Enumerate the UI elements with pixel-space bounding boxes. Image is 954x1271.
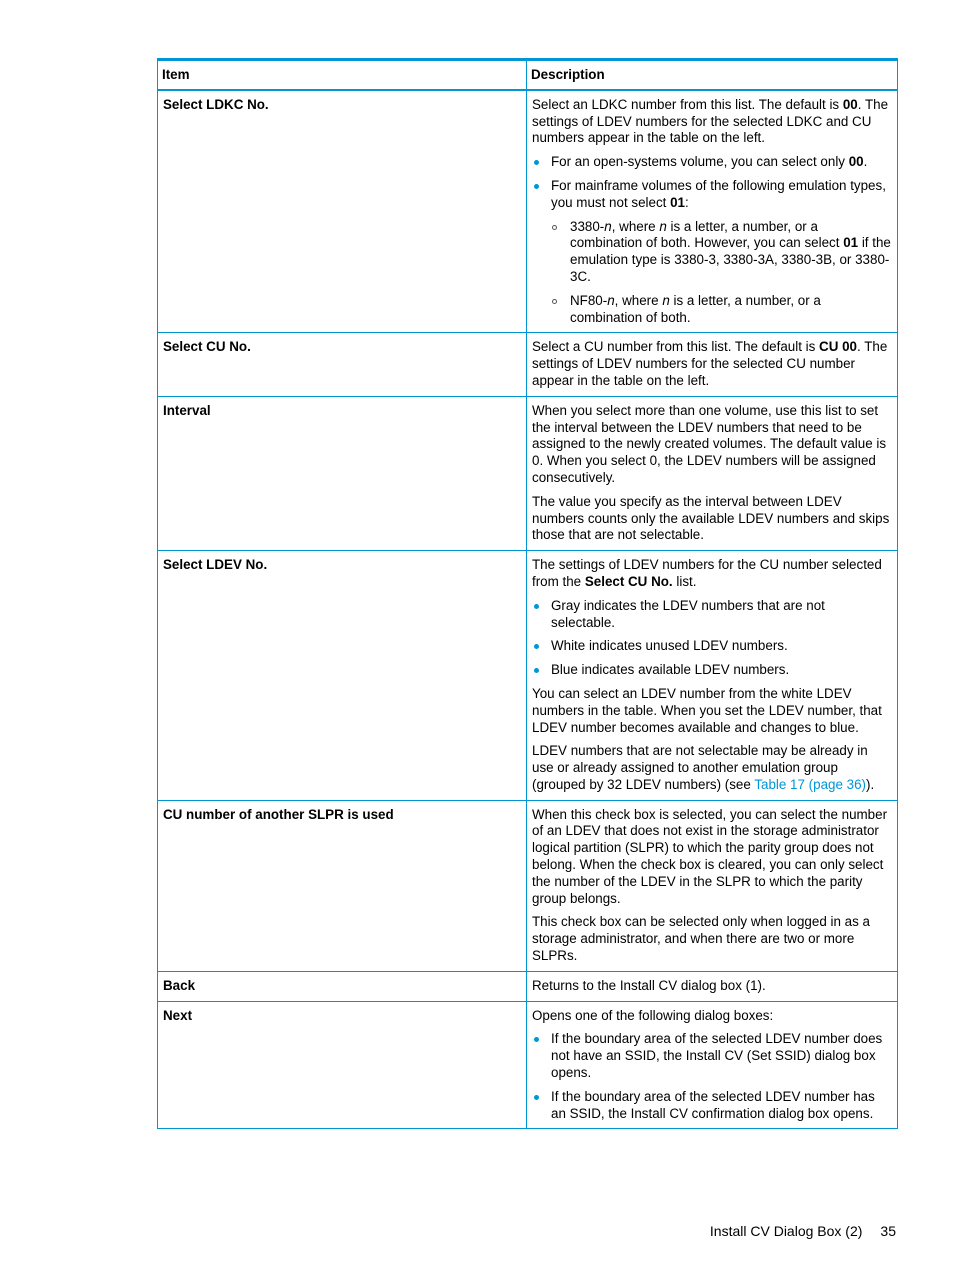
table-row bbox=[158, 800, 898, 971]
description-cell bbox=[527, 800, 898, 971]
paragraph: The value you specify as the interval between LDEV numbers counts only the available LDEV numbers and skips those that are not selectable. bbox=[532, 493, 890, 543]
item-cell: CU number of another SLPR is used bbox=[158, 800, 527, 971]
text: . The settings of LDEV numbers for the selected LDKC and CU numbers appear in the table on the left. bbox=[532, 96, 889, 146]
paragraph: This check box can be selected only when logged in as a storage administrator, and when there are two or more SLPRs. bbox=[532, 914, 870, 964]
text: For an open-systems volume, you can select only bbox=[551, 154, 849, 170]
description-cell bbox=[527, 551, 898, 801]
bold-text: 00 bbox=[842, 96, 858, 112]
italic-text: n bbox=[662, 292, 670, 308]
header-item: Item bbox=[158, 60, 527, 90]
sub-list-item bbox=[551, 219, 892, 286]
text: is a letter, a number, or a combination of both. However, you can select bbox=[570, 218, 844, 251]
table-row bbox=[158, 396, 898, 550]
description-cell bbox=[527, 1001, 898, 1129]
italic-text: n bbox=[659, 218, 667, 234]
list-item bbox=[532, 178, 892, 326]
italic-text: n bbox=[604, 218, 612, 234]
text: ). bbox=[865, 776, 875, 792]
list-item: If the boundary area of the selected LDEV number does not have an SSID, the Install CV (Set SSID) dialog box opens. bbox=[532, 1031, 892, 1081]
text: is a letter, a number, or a combination of both. bbox=[570, 292, 821, 325]
table-row bbox=[158, 333, 898, 396]
header-description: Description bbox=[527, 60, 898, 90]
text: list. bbox=[672, 573, 697, 589]
text: For mainframe volumes of the following emulation types, you must not select bbox=[551, 177, 886, 210]
description-cell bbox=[527, 90, 898, 333]
bold-text: CU 00 bbox=[819, 339, 857, 355]
table-row bbox=[158, 971, 898, 1001]
bullet-list bbox=[532, 598, 892, 679]
text: if the emulation type is 3380-3, 3380-3A, 3380-3B, or 3380-3C. bbox=[570, 235, 891, 284]
list-item bbox=[532, 154, 892, 171]
list-item: White indicates unused LDEV numbers. bbox=[532, 638, 892, 655]
bold-text: 01 bbox=[843, 235, 859, 251]
text: . bbox=[863, 154, 868, 170]
page-number: 35 bbox=[880, 1223, 896, 1239]
text: : bbox=[685, 194, 689, 210]
text: The settings of LDEV numbers for the CU number selected from the bbox=[532, 557, 882, 589]
description-cell bbox=[527, 971, 898, 1001]
bold-text: 00 bbox=[848, 154, 864, 170]
sub-list bbox=[551, 219, 892, 327]
description-table bbox=[157, 58, 898, 1129]
footer-section-title: Install CV Dialog Box (2) bbox=[709, 1223, 863, 1239]
paragraph: When this check box is selected, you can select the number of an LDEV that does not exist in the storage administrator logical partition (SLPR) to which the parity group does not belong. When the check box is cleared, you can only select the number of the LDEV in the SLPR to which the parity group belongs. bbox=[532, 806, 888, 906]
item-cell: Back bbox=[158, 971, 527, 1001]
item-cell: Select LDEV No. bbox=[158, 551, 527, 801]
paragraph: Returns to the Install CV dialog box (1). bbox=[532, 977, 766, 993]
text: NF80- bbox=[570, 292, 608, 308]
list-item: Gray indicates the LDEV numbers that are not selectable. bbox=[532, 598, 892, 632]
table-row bbox=[158, 90, 898, 333]
table-17-link[interactable]: Table 17 (page 36) bbox=[754, 776, 866, 792]
table-row bbox=[158, 1001, 898, 1129]
text: Select an LDKC number from this list. The default is bbox=[532, 96, 843, 112]
text: , where bbox=[611, 218, 660, 234]
paragraph bbox=[532, 557, 892, 591]
bold-text: 01 bbox=[670, 194, 685, 210]
paragraph bbox=[532, 743, 892, 793]
text: Select a CU number from this list. The default is bbox=[532, 339, 820, 355]
description-cell bbox=[527, 333, 898, 396]
paragraph: Opens one of the following dialog boxes: bbox=[532, 1007, 774, 1023]
list-item: If the boundary area of the selected LDEV number has an SSID, the Install CV confirmation dialog box opens. bbox=[532, 1089, 892, 1123]
paragraph: When you select more than one volume, use this list to set the interval between the LDEV numbers that need to be assigned to the newly created volumes. The default value is 0. When you select 0, the LDEV numbers will be assigned consecutively. bbox=[532, 402, 887, 485]
bullet-list bbox=[532, 154, 892, 326]
table-row bbox=[158, 551, 898, 801]
item-cell: Interval bbox=[158, 396, 527, 550]
item-cell: Select CU No. bbox=[158, 333, 527, 396]
italic-text: n bbox=[607, 292, 615, 308]
item-cell: Next bbox=[158, 1001, 527, 1129]
bullet-list bbox=[532, 1031, 892, 1122]
description-cell bbox=[527, 396, 898, 550]
sub-list-item bbox=[551, 293, 892, 327]
text: LDEV numbers that are not selectable may be already in use or already assigned to another emulation group (grouped by 32 LDEV numbers) (see bbox=[532, 743, 868, 792]
paragraph bbox=[532, 339, 892, 389]
paragraph bbox=[532, 97, 892, 147]
item-cell: Select LDKC No. bbox=[158, 90, 527, 333]
bold-text: Select CU No. bbox=[584, 573, 673, 589]
table-header-row bbox=[158, 60, 898, 90]
list-item: Blue indicates available LDEV numbers. bbox=[532, 662, 892, 679]
text: 3380- bbox=[570, 218, 605, 234]
text: . The settings of LDEV numbers for the selected CU number appear in the table on the left. bbox=[532, 339, 888, 388]
text: , where bbox=[614, 292, 663, 308]
page-footer bbox=[710, 1223, 896, 1240]
paragraph: You can select an LDEV number from the white LDEV numbers in the table. When you set the LDEV number, that LDEV number becomes available and changes to blue. bbox=[532, 685, 882, 735]
